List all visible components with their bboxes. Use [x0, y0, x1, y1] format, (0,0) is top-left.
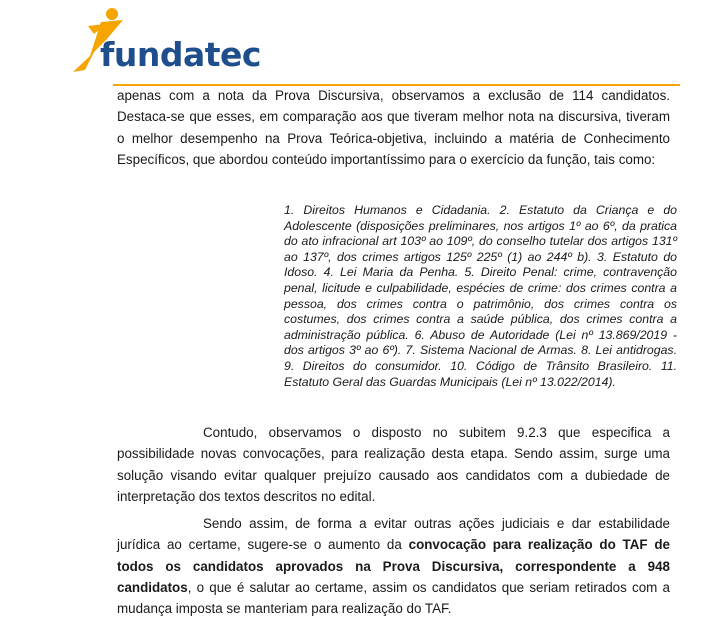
block-quote-subjects: 1. Direitos Humanos e Cidadania. 2. Estatuto da Criança e do Adolescente (disposições preliminares, nos artigos 1º ao 6º, da pratica do ato infracional art 103º ao 109º, do conselho tutelar dos artigos 131º ao 137º, dos crimes artigos 125º 225º (1) ao 244º b). 3. Estatuto do Idoso. 4. Lei Maria da Penha. 5. Direito Penal: crime, contravenção penal, licitude e culpabilidade, espécies de crime: dos crimes contra a pessoa, dos crimes contra o patrimônio, dos crimes contra os costumes, dos crimes contra a saúde pública, dos crimes contra a administração pública. 6. Abuso de Autoridade (Lei nº 13.869/2019 - dos artigos 3º ao 6º). 7. Sistema Nacional de Armas. 8. Lei antidrogas. 9. Direitos do consumidor. 10. Código de Trânsito Brasileiro. 11. Estatuto Geral das Guardas Municipais (Lei nº 13.022/2014).	[284, 203, 677, 389]
fundatec-logo	[68, 4, 261, 82]
paragraph-intro: apenas com a nota da Prova Discursiva, observamos a exclusão de 114 candidatos. Destaca-se que esses, em comparação aos que tiveram melhor nota na discursiva, tiveram o melhor desempenho na Prova Teórica-objetiva, incluindo a matéria de Conhecimento Específicos, que abordou conteúdo importantíssimo para o exercício da função, tais como:	[117, 88, 670, 167]
logo-text: fundatec	[100, 35, 261, 74]
paragraph-sugestao-start: Sendo assim, de forma a evitar outras ações judiciais e dar estabilidade jurídica ao certame, sugere-se o aumento da	[117, 516, 670, 553]
paragraph-sugestao-bold: convocação para realização do TAF de todos os candidatos aprovados na Prova Discursiva, correspondente a 948 candidatos	[117, 537, 670, 595]
paragraph-sugestao	[117, 513, 670, 619]
paragraph-contudo: Contudo, observamos o disposto no subitem 9.2.3 que especifica a possibilidade novas convocações, para realização desta etapa. Sendo assim, surge uma solução visando evitar qualquer prejuízo causado aos candidatos com a dubiedade de interpretação dos textos descritos no edital.	[117, 425, 670, 504]
paragraph-sugestao-end: , o que é salutar ao certame, assim os candidatos que seriam retirados com a mudança imposta se manteriam para realização do TAF.	[117, 579, 670, 617]
